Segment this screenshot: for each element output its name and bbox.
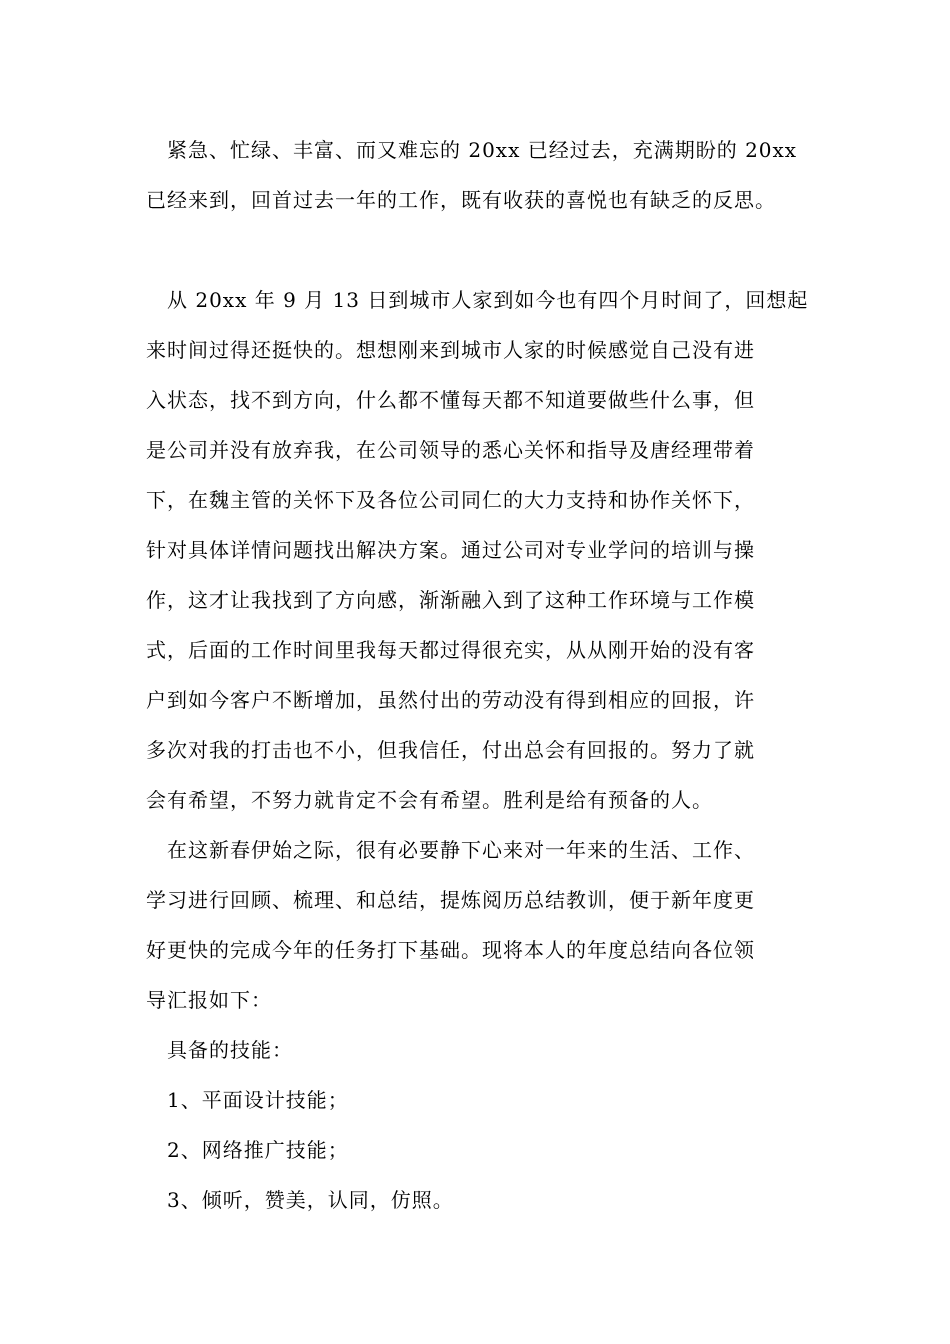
text-line: 针对具体详情问题找出解决方案。通过公司对专业学问的培训与操 (146, 538, 755, 562)
text-line: 式，后面的工作时间里我每天都过得很充实，从从刚开始的没有客 (146, 638, 755, 662)
text-line: 来时间过得还挺快的。想想刚来到城市人家的时候感觉自己没有进 (146, 338, 755, 362)
text-line: 入状态，找不到方向，什么都不懂每天都不知道要做些什么事，但 (146, 388, 755, 412)
text-line: 学习进行回顾、梳理、和总结，提炼阅历总结教训，便于新年度更 (146, 888, 755, 912)
text-line: 会有希望，不努力就肯定不会有希望。胜利是给有预备的人。 (146, 788, 713, 812)
text-line: 具备的技能： (146, 1038, 293, 1062)
text-line: 作，这才让我找到了方向感，渐渐融入到了这种工作环境与工作模 (146, 588, 755, 612)
text-line: 从 20xx 年 9 月 13 日到城市人家到如今也有四个月时间了，回想起 (146, 288, 809, 312)
text-line: 在这新春伊始之际，很有必要静下心来对一年来的生活、工作、 (146, 838, 755, 862)
list-item: 3、倾听，赞美，认同，仿照。 (146, 1188, 454, 1212)
text-line: 导汇报如下： (146, 988, 272, 1012)
text-line: 户到如今客户不断增加，虽然付出的劳动没有得到相应的回报，许 (146, 688, 755, 712)
list-item: 2、网络推广技能； (146, 1138, 349, 1162)
text-line: 已经来到，回首过去一年的工作，既有收获的喜悦也有缺乏的反思。 (146, 188, 776, 212)
list-item: 1、平面设计技能； (146, 1088, 349, 1112)
text-line: 下，在魏主管的关怀下及各位公司同仁的大力支持和协作关怀下， (146, 488, 755, 512)
text-line: 是公司并没有放弃我，在公司领导的悉心关怀和指导及唐经理带着 (146, 438, 755, 462)
text-line: 多次对我的打击也不小，但我信任，付出总会有回报的。努力了就 (146, 738, 755, 762)
text-line: 好更快的完成今年的任务打下基础。现将本人的年度总结向各位领 (146, 938, 755, 962)
text-line: 紧急、忙绿、丰富、而又难忘的 20xx 已经过去，充满期盼的 20xx (146, 138, 798, 162)
